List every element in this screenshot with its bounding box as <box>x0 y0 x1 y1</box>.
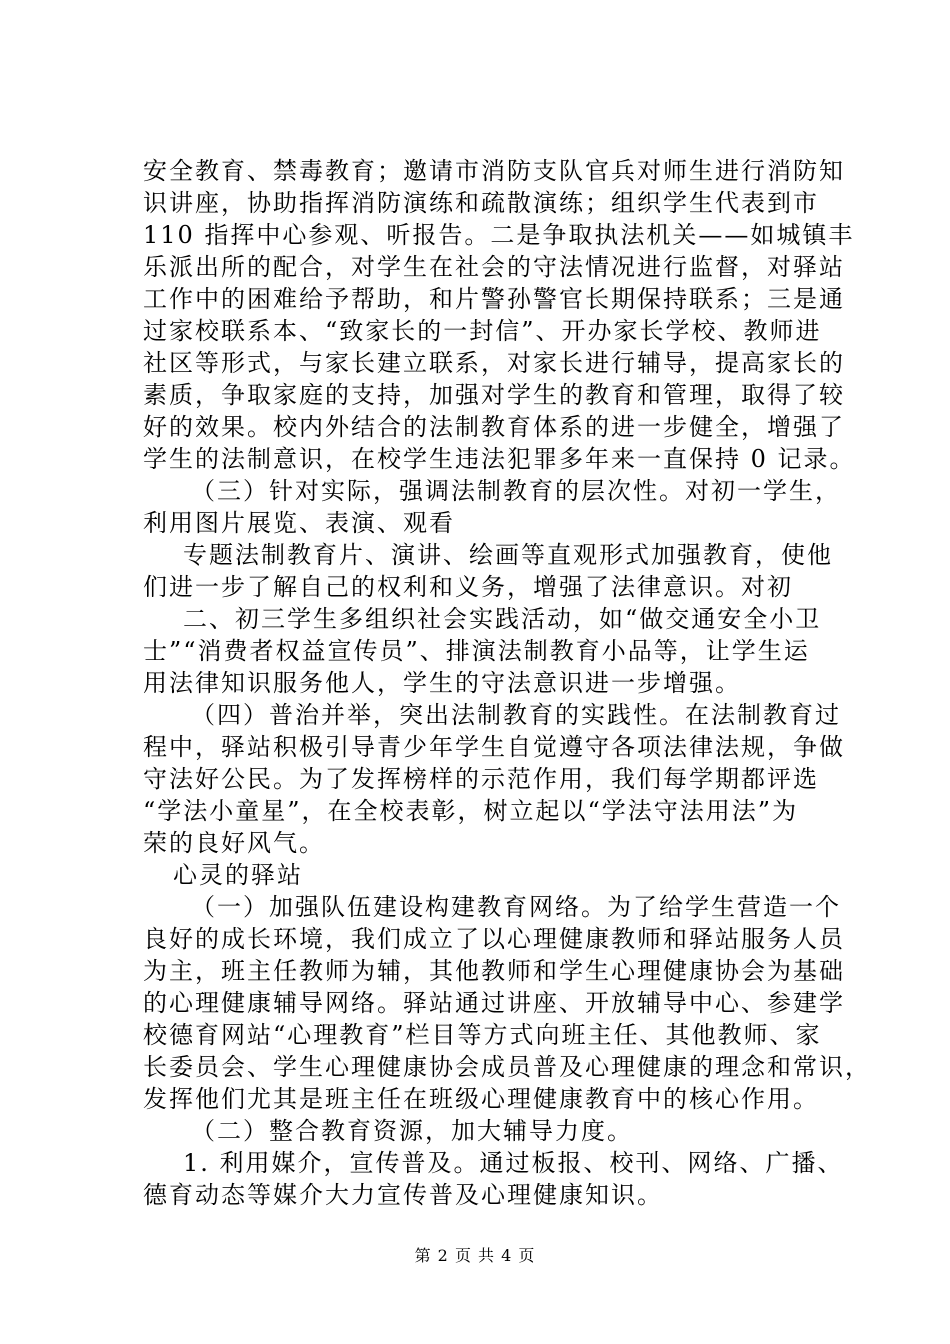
page-number-footer: 第 2 页 共 4 页 <box>414 1246 536 1265</box>
section-heading-four: （四）普治并举，突出法制教育的实践性。在法制教育过 <box>191 701 841 729</box>
text-line: 社区等形式，与家长建立联系，对家长进行辅导，提高家长的 <box>143 349 845 377</box>
section-heading-three: （三）针对实际，强调法制教育的层次性。对初一学生， <box>191 477 841 505</box>
text-line: 德育动态等媒介大力宣传普及心理健康知识。 <box>143 1181 663 1209</box>
text-line: 守法好公民。为了发挥榜样的示范作用，我们每学期都评选 <box>143 765 819 793</box>
text-line: “学法小童星”，在全校表彰，树立起以“学法守法用法”为 <box>143 797 799 825</box>
section-heading-two: （二）整合教育资源，加大辅导力度。 <box>191 1117 633 1145</box>
text-line: 的心理健康辅导网络。驿站通过讲座、开放辅导中心、参建学 <box>143 989 845 1017</box>
text-line: 过家校联系本、“致家长的一封信”、开办家长学校、教师进 <box>143 317 822 345</box>
text-line: 用法律知识服务他人，学生的守法意识进一步增强。 <box>143 669 741 697</box>
text-line: 110 指挥中心参观、听报告。二是争取执法机关——如城镇丰 <box>143 221 855 249</box>
text-line: 荣的良好风气。 <box>143 829 325 857</box>
text-line: 校德育网站“心理教育”栏目等方式向班主任、其他教师、家 <box>143 1021 822 1049</box>
text-line: 素质，争取家庭的支持，加强对学生的教育和管理，取得了较 <box>143 381 845 409</box>
document-body <box>143 155 871 1211</box>
text-line: 识讲座，协助指挥消防演练和疏散演练；组织学生代表到市 <box>143 189 819 217</box>
text-line: 利用图片展览、表演、观看 <box>143 509 455 537</box>
text-line: 程中，驿站积极引导青少年学生自觉遵守各项法律法规，争做 <box>143 733 845 761</box>
text-line: 学生的法制意识，在校学生违法犯罪多年来一直保持 0 记录。 <box>143 445 856 473</box>
text-line: 好的效果。校内外结合的法制教育体系的进一步健全，增强了 <box>143 413 845 441</box>
text-line: 们进一步了解自己的权利和义务，增强了法律意识。对初 <box>143 573 793 601</box>
text-line: 工作中的困难给予帮助，和片警孙警官长期保持联系；三是通 <box>143 285 845 313</box>
section-heading-one: （一）加强队伍建设构建教育网络。为了给学生营造一个 <box>191 893 841 921</box>
subtitle-heart-station: 心灵的驿站 <box>173 861 303 889</box>
text-line: 为主，班主任教师为辅，其他教师和学生心理健康协会为基础 <box>143 957 845 985</box>
text-line: 发挥他们尤其是班主任在班级心理健康教育中的核心作用。 <box>143 1085 819 1113</box>
text-line: 良好的成长环境，我们成立了以心理健康教师和驿站服务人员 <box>143 925 845 953</box>
text-line: 长委员会、学生心理健康协会成员普及心理健康的理念和常识， <box>143 1053 871 1081</box>
text-line: 二、初三学生多组织社会实践活动，如“做交通安全小卫 <box>183 605 822 633</box>
text-line: 士”“消费者权益宣传员”、排演法制教育小品等，让学生运 <box>143 637 810 665</box>
list-item: 1. 利用媒介，宣传普及。通过板报、校刊、网络、广播、 <box>183 1149 844 1177</box>
text-line: 专题法制教育片、演讲、绘画等直观形式加强教育，使他 <box>183 541 833 569</box>
text-line: 安全教育、禁毒教育；邀请市消防支队官兵对师生进行消防知 <box>143 157 845 185</box>
text-line: 乐派出所的配合，对学生在社会的守法情况进行监督，对驿站 <box>143 253 845 281</box>
